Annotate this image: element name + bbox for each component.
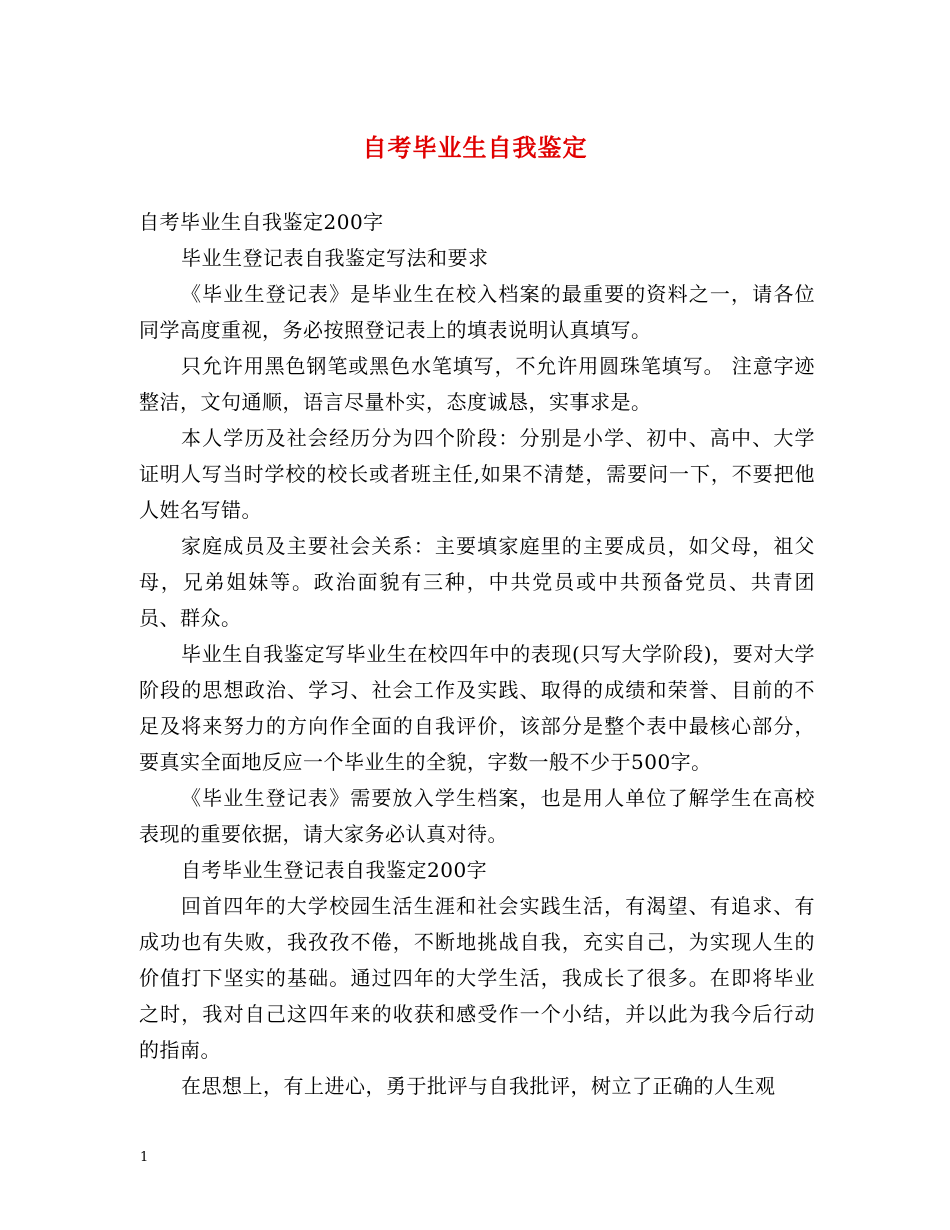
- paragraph: 本人学历及社会经历分为四个阶段：分别是小学、初中、高中、大学证明人写当时学校的校长或者班主任,如果不清楚，需要问一下，不要把他人姓名写错。: [139, 426, 815, 522]
- paragraph-heading: 自考毕业生自我鉴定200字: [139, 210, 384, 234]
- paragraph: 自考毕业生登记表自我鉴定200字: [181, 858, 488, 882]
- paragraph: 毕业生自我鉴定写毕业生在校四年中的表现(只写大学阶段)，要对大学阶段的思想政治、学习、社会工作及实践、取得的成绩和荣誉、目前的不足及将来努力的方向作全面的自我评价，该部分是整个表中最核心部分，要真实全面地反应一个毕业生的全貌，字数一般不少于500字。: [139, 642, 815, 774]
- paragraph: 只允许用黑色钢笔或黑色水笔填写，不允许用圆珠笔填写。 注意字迹整洁，文句通顺，语言尽量朴实，态度诚恳，实事求是。: [139, 354, 815, 414]
- document-body: [139, 204, 815, 1104]
- paragraph: 回首四年的大学校园生活生涯和社会实践生活，有渴望、有追求、有成功也有失败，我孜孜不倦，不断地挑战自我，充实自己，为实现人生的价值打下坚实的基础。通过四年的大学生活，我成长了很多。在即将毕业之时，我对自己这四年来的收获和感受作一个小结，并以此为我今后行动的指南。: [139, 894, 815, 1062]
- paragraph: 在思想上，有上进心，勇于批评与自我批评，树立了正确的人生观: [181, 1074, 776, 1098]
- paragraph: 《毕业生登记表》是毕业生在校入档案的最重要的资料之一，请各位同学高度重视，务必按照登记表上的填表说明认真填写。: [139, 282, 815, 342]
- paragraph: 《毕业生登记表》需要放入学生档案，也是用人单位了解学生在高校表现的重要依据，请大家务必认真对待。: [139, 786, 815, 846]
- document-title: 自考毕业生自我鉴定: [362, 133, 588, 162]
- paragraph: 家庭成员及主要社会关系：主要填家庭里的主要成员，如父母，祖父母，兄弟姐妹等。政治面貌有三种，中共党员或中共预备党员、共青团员、群众。: [139, 534, 815, 630]
- page-number: 1: [140, 1150, 149, 1165]
- paragraph: 毕业生登记表自我鉴定写法和要求: [181, 246, 489, 270]
